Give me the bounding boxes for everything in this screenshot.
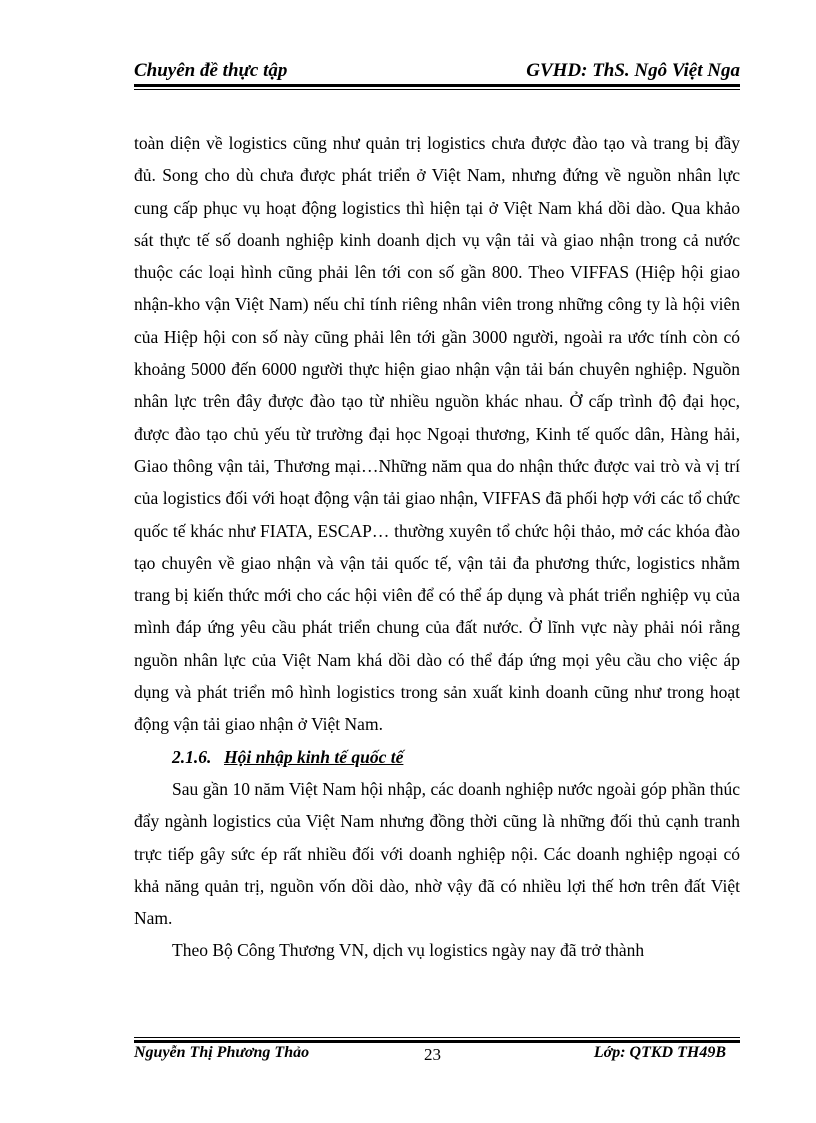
footer-divider-thick <box>134 1040 740 1043</box>
footer-author: Nguyễn Thị Phương Thảo <box>134 1044 310 1061</box>
section-number: 2.1.6. <box>172 746 212 767</box>
paragraph-ministry: Theo Bộ Công Thương VN, dịch vụ logistics ngày nay đã trở thành <box>172 940 645 961</box>
page-number: 23 <box>424 1045 441 1064</box>
footer-class: Lớp: QTKD TH49B <box>593 1044 726 1061</box>
paragraph-human-resources: toàn diện về logistics cũng như quản trị logistics chưa được đào tạo và trang bị đầy đủ. Song cho dù chưa được phát triển ở Việt Nam, nhưng đứng về nguồn nhân lực cung cấp phục vụ hoạt động logistics thì hiện tại ở Việt Nam khá dồi dào. Qua khảo sát thực tế số doanh nghiệp kinh doanh dịch vụ vận tải và giao nhận trong cả nước thuộc các loại hình cũng phải lên tới con số gần 800. Theo VIFFAS (Hiệp hội giao nhận-kho vận Việt Nam) nếu chỉ tính riêng nhân viên trong những công ty là hội viên của Hiệp hội con số này cũng phải lên tới gần 3000 người, ngoài ra ước tính còn có khoảng 5000 đến 6000 người thực hiện giao nhận vận tải bán chuyên nghiệp. Nguồn nhân lực trên đây được đào tạo từ nhiều nguồn khác nhau. Ở cấp trình độ đại học, được đào tạo chủ yếu từ trường đại học Ngoại thương, Kinh tế quốc dân, Hàng hải, Giao thông vận tải, Thương mại…Những năm qua do nhận thức được vai trò và vị trí của logistics đối với hoạt động vận tải giao nhận, VIFFAS đã phối hợp với các tổ chức quốc tế khác như FIATA, ESCAP… thường xuyên tổ chức hội thảo, mở các khóa đào tạo chuyên về giao nhận và vận tải quốc tế, vận tải đa phương thức, logistics nhằm trang bị kiến thức mới cho các hội viên để có thể áp dụng và phát triển nghiệp vụ của mình đáp ứng yêu cầu phát triển chung của đất nước. Ở lĩnh vực này phải nói rằng nguồn nhân lực của Việt Nam khá dồi dào có thể đáp ứng mọi yêu cầu cho việc áp dụng và phát triển mô hình logistics trong sản xuất kinh doanh cũng như trong hoạt động vận tải giao nhận ở Việt Nam. <box>134 133 740 735</box>
section-heading <box>134 741 740 773</box>
section-title: Hội nhập kinh tế quốc tế <box>224 746 404 767</box>
footer-divider-thin <box>134 1037 740 1038</box>
page-header <box>134 60 740 84</box>
header-divider-thin <box>134 89 740 90</box>
header-divider-thick <box>134 84 740 87</box>
paragraph-integration: Sau gần 10 năm Việt Nam hội nhập, các doanh nghiệp nước ngoài góp phần thúc đẩy ngành logistics của Việt Nam nhưng đồng thời cũng là những đối thủ cạnh tranh trực tiếp gây sức ép rất nhiều đối với doanh nghiệp nội. Các doanh nghiệp ngoại có khả năng quản trị, nguồn vốn dồi dào, nhờ vậy đã có nhiều lợi thế hơn trên đất Việt Nam. <box>134 778 740 929</box>
document-body <box>134 127 740 967</box>
header-document-type: Chuyên đề thực tập <box>134 60 288 81</box>
header-supervisor: GVHD: ThS. Ngô Việt Nga <box>526 60 740 81</box>
page-footer <box>134 1044 740 1068</box>
